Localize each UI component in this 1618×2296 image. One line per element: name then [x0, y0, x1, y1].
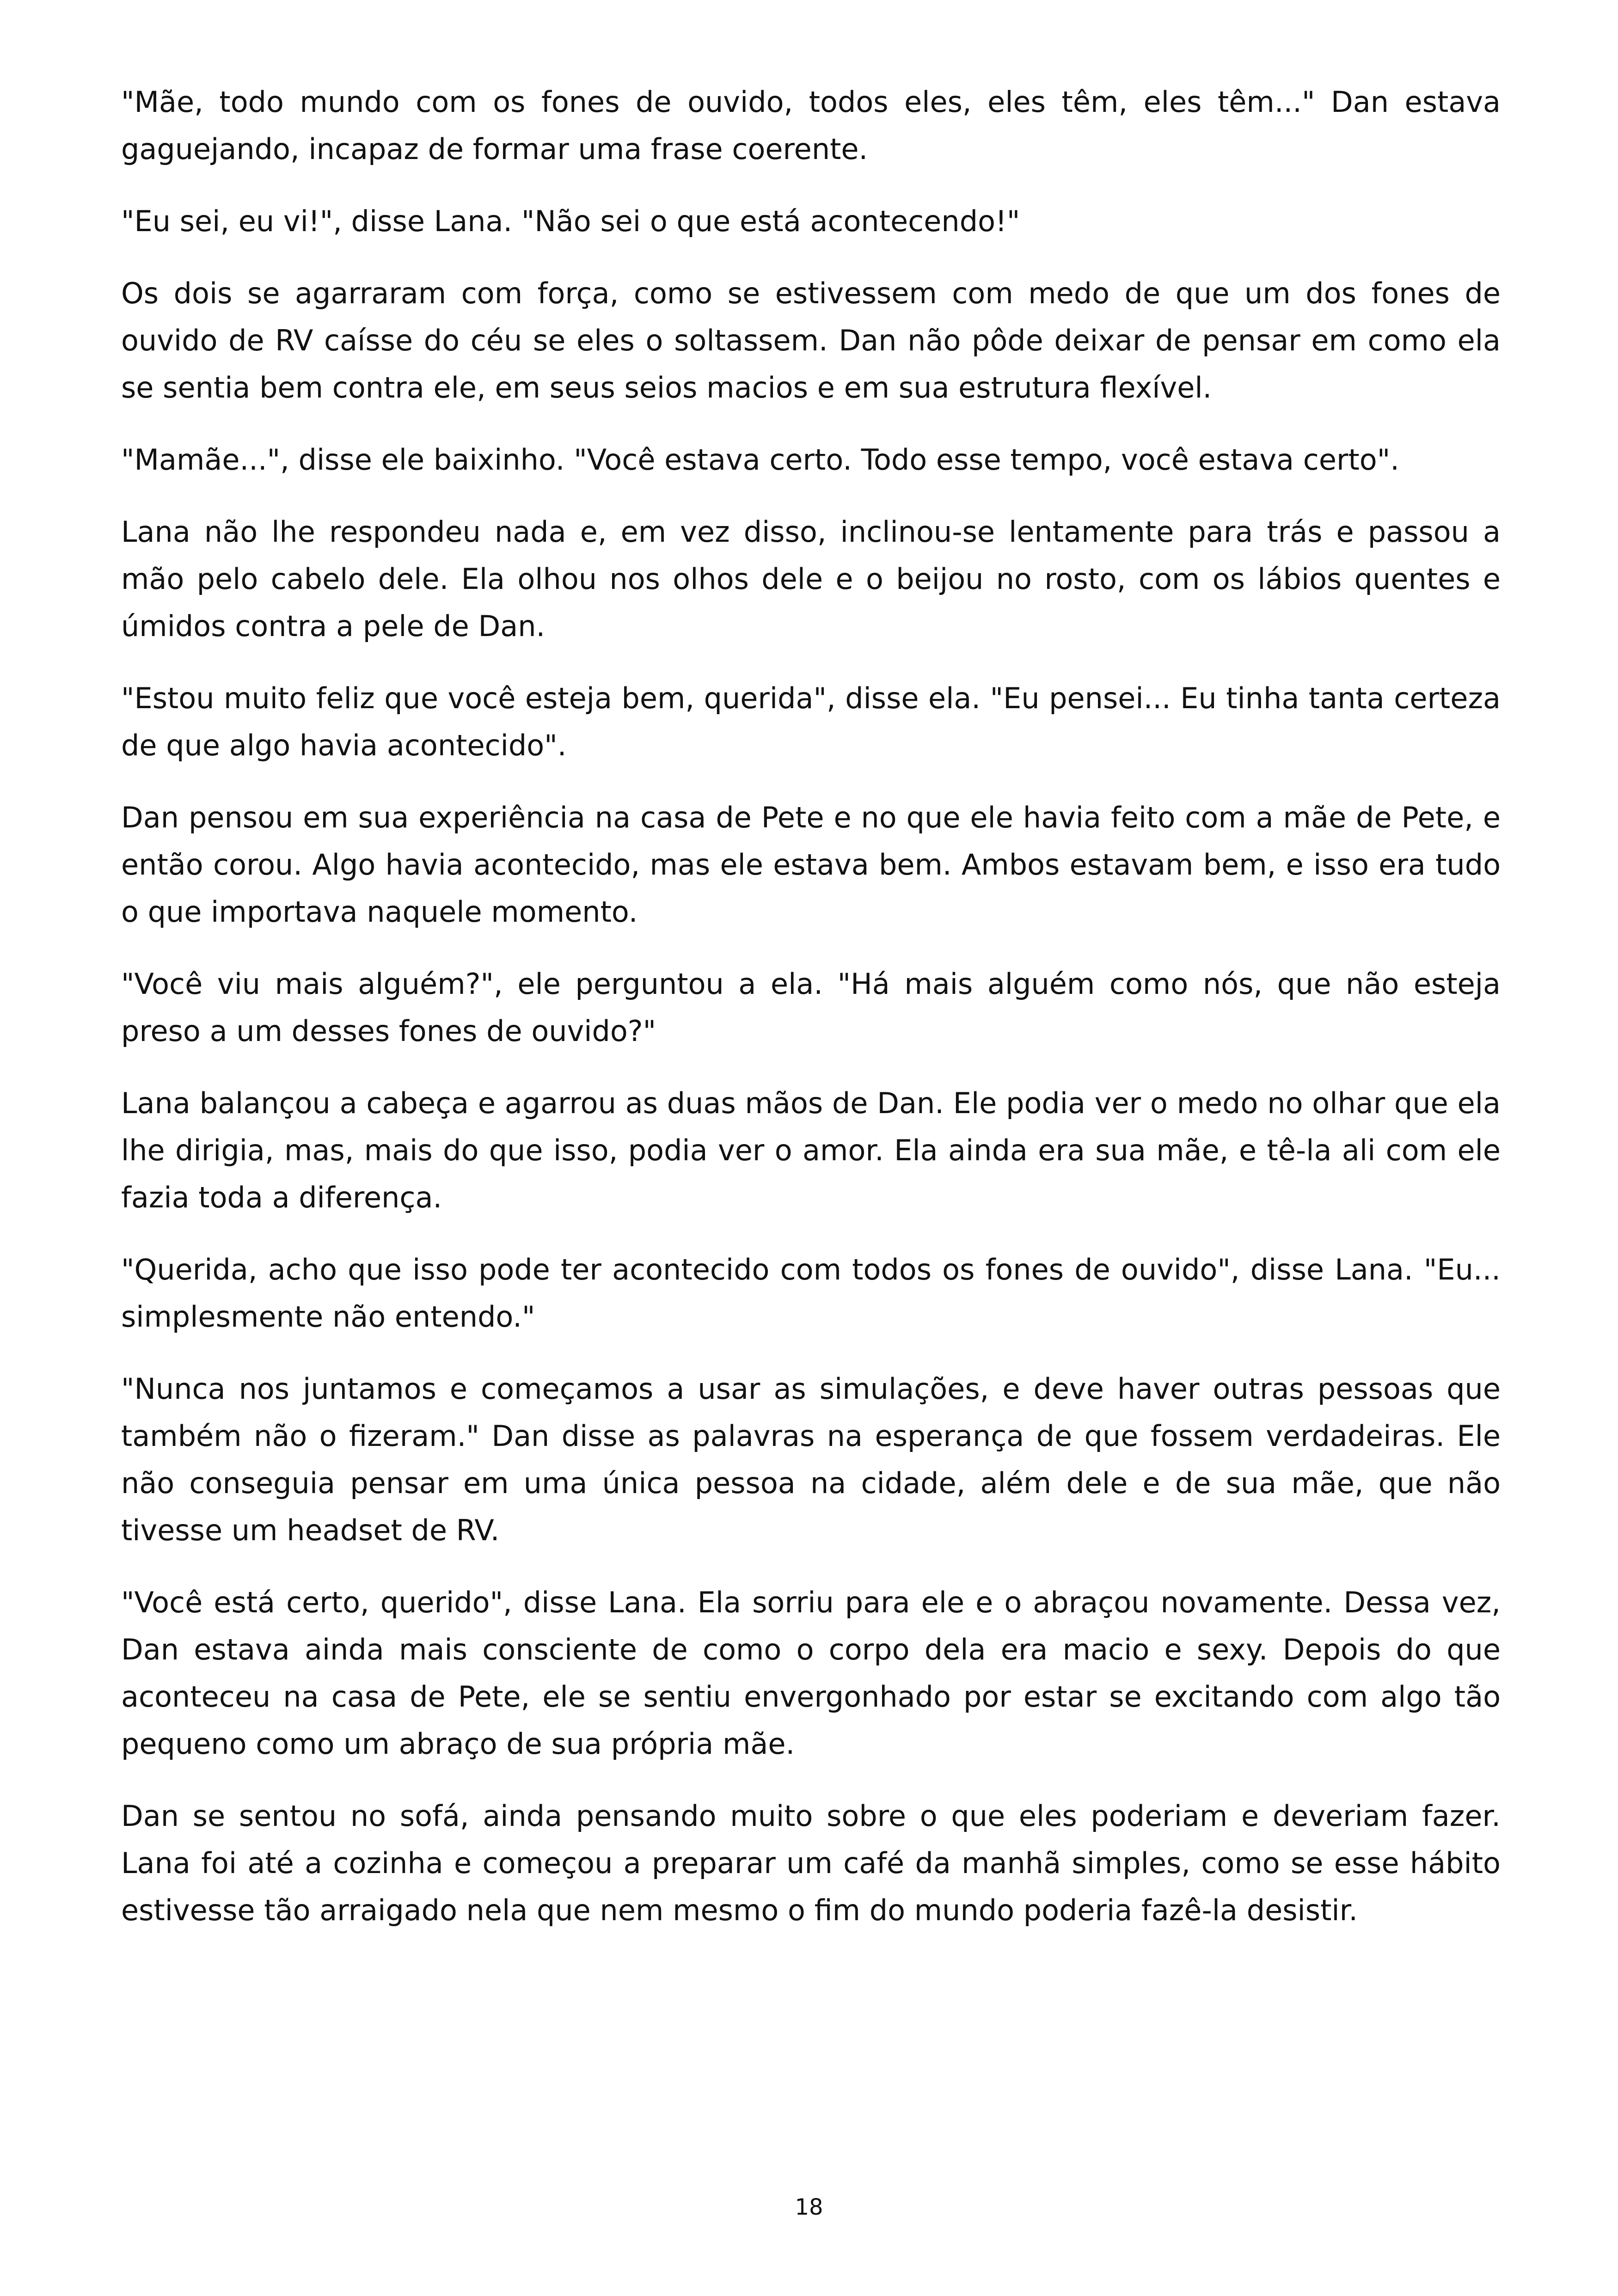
paragraph: "Estou muito feliz que você esteja bem, querida", disse ela. "Eu pensei... Eu tinha tanta certeza de que algo havia acontecido".: [121, 681, 1501, 762]
paragraph: "Eu sei, eu vi!", disse Lana. "Não sei o que está acontecendo!": [121, 204, 1020, 238]
paragraph: "Mãe, todo mundo com os fones de ouvido, todos eles, eles têm, eles têm..." Dan estava gaguejando, incapaz de formar uma frase coerente.: [121, 85, 1501, 166]
paragraph: Dan se sentou no sofá, ainda pensando muito sobre o que eles poderiam e deveriam fazer. Lana foi até a cozinha e começou a preparar um café da manhã simples, como se esse hábito estivesse tão arraigado nela que nem mesmo o fim do mundo poderia fazê-la desistir.: [121, 1799, 1501, 1927]
paragraph: "Mamãe...", disse ele baixinho. "Você estava certo. Todo esse tempo, você estava certo".: [121, 443, 1399, 477]
paragraph: Lana balançou a cabeça e agarrou as duas mãos de Dan. Ele podia ver o medo no olhar que ela lhe dirigia, mas, mais do que isso, podia ver o amor. Ela ainda era sua mãe, e tê-la ali com ele fazia toda a diferença.: [121, 1086, 1501, 1214]
paragraph: "Você está certo, querido", disse Lana. Ela sorriu para ele e o abraçou novamente. Dessa vez, Dan estava ainda mais consciente de como o corpo dela era macio e sexy. Depois do que aconteceu na casa de Pete, ele se sentiu envergonhado por estar se excitando com algo tão pequeno como um abraço de sua própria mãe.: [121, 1586, 1501, 1761]
text-body: [121, 79, 1501, 1959]
paragraph: Dan pensou em sua experiência na casa de Pete e no que ele havia feito com a mãe de Pete, e então corou. Algo havia acontecido, mas ele estava bem. Ambos estavam bem, e isso era tudo o que importava naquele momento.: [121, 801, 1501, 929]
paragraph: "Querida, acho que isso pode ter acontecido com todos os fones de ouvido", disse Lana. "Eu... simplesmente não entendo.": [121, 1253, 1501, 1334]
paragraph: Os dois se agarraram com força, como se estivessem com medo de que um dos fones de ouvido de RV caísse do céu se eles o soltassem. Dan não pôde deixar de pensar em como ela se sentia bem contra ele, em seus seios macios e em sua estrutura flexível.: [121, 276, 1501, 404]
paragraph: "Nunca nos juntamos e começamos a usar as simulações, e deve haver outras pessoas que também não o fizeram." Dan disse as palavras na esperança de que fossem verdadeiras. Ele não conseguia pensar em uma única pessoa na cidade, além dele e de sua mãe, que não tivesse um headset de RV.: [121, 1372, 1501, 1547]
paragraph: "Você viu mais alguém?", ele perguntou a ela. "Há mais alguém como nós, que não esteja preso a um desses fones de ouvido?": [121, 967, 1501, 1048]
page-number: 18: [795, 2194, 823, 2220]
paragraph: Lana não lhe respondeu nada e, em vez disso, inclinou-se lentamente para trás e passou a mão pelo cabelo dele. Ela olhou nos olhos dele e o beijou no rosto, com os lábios quentes e úmidos contra a pele de Dan.: [121, 515, 1501, 643]
